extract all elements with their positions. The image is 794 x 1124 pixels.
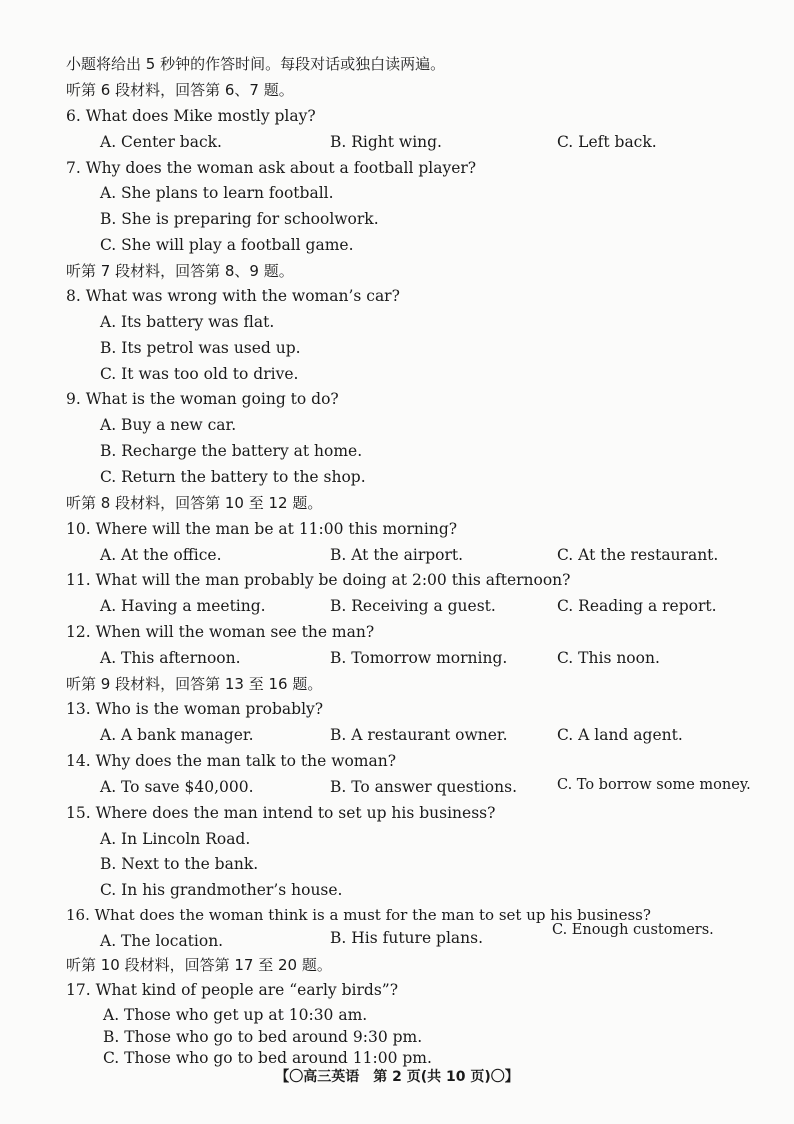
q12-option-c: C. This noon.: [557, 649, 660, 667]
q13-option-b: B. A restaurant owner.: [330, 726, 508, 744]
q15-option-a: A. In Lincoln Road.: [100, 830, 251, 848]
instruction-text: 小题将给出 5 秒钟的作答时间。每段对话或独白读两遍。: [66, 55, 446, 73]
question-12: 12. When will the woman see the man?: [66, 623, 375, 641]
q14-option-a: A. To save $40,000.: [100, 778, 254, 796]
q9-option-b: B. Recharge the battery at home.: [100, 442, 363, 460]
q13-option-a: A. A bank manager.: [100, 726, 254, 744]
question-15: 15. Where does the man intend to set up his business?: [66, 804, 496, 822]
q9-option-c: C. Return the battery to the shop.: [100, 468, 366, 486]
question-11: 11. What will the man probably be doing at 2:00 this afternoon?: [66, 571, 571, 589]
question-10: 10. Where will the man be at 11:00 this morning?: [66, 520, 458, 538]
question-7: 7. Why does the woman ask about a football player?: [66, 159, 477, 177]
section-header-6: 听第 6 段材料，回答第 6、7 题。: [66, 81, 294, 99]
q11-option-b: B. Receiving a guest.: [330, 597, 496, 615]
q16-option-c: C. Enough customers.: [552, 922, 714, 938]
question-17: 17. What kind of people are “early birds”?: [66, 981, 399, 999]
page-footer: 【〇高三英语 第 2 页(共 10 页)〇】: [275, 1069, 519, 1085]
q6-option-a: A. Center back.: [100, 133, 222, 151]
q16-option-a: A. The location.: [100, 932, 224, 950]
q11-option-c: C. Reading a report.: [557, 597, 717, 615]
q17-option-b: B. Those who go to bed around 9:30 pm.: [103, 1028, 423, 1046]
q11-option-a: A. Having a meeting.: [100, 597, 266, 615]
q10-option-c: C. At the restaurant.: [557, 546, 719, 564]
q15-option-c: C. In his grandmother’s house.: [100, 881, 343, 899]
q17-option-a: A. Those who get up at 10:30 am.: [103, 1006, 368, 1024]
question-9: 9. What is the woman going to do?: [66, 390, 339, 408]
q8-option-a: A. Its battery was flat.: [100, 313, 275, 331]
q7-option-a: A. She plans to learn football.: [100, 184, 334, 202]
q8-option-c: C. It was too old to drive.: [100, 365, 299, 383]
q17-option-c: C. Those who go to bed around 11:00 pm.: [103, 1049, 432, 1067]
section-header-10: 听第 10 段材料，回答第 17 至 20 题。: [66, 956, 332, 974]
question-8: 8. What was wrong with the woman’s car?: [66, 287, 400, 305]
q6-option-b: B. Right wing.: [330, 133, 442, 151]
section-header-9: 听第 9 段材料，回答第 13 至 16 题。: [66, 675, 323, 693]
q10-option-b: B. At the airport.: [330, 546, 464, 564]
q10-option-a: A. At the office.: [100, 546, 222, 564]
q12-option-a: A. This afternoon.: [100, 649, 241, 667]
question-16: 16. What does the woman think is a must for the man to set up his business?: [66, 906, 651, 924]
q13-option-c: C. A land agent.: [557, 726, 683, 744]
q14-option-b: B. To answer questions.: [330, 778, 518, 796]
q7-option-c: C. She will play a football game.: [100, 236, 354, 254]
q7-option-b: B. She is preparing for schoolwork.: [100, 210, 379, 228]
q16-option-b: B. His future plans.: [330, 929, 484, 947]
q14-option-c: C. To borrow some money.: [557, 777, 751, 793]
q9-option-a: A. Buy a new car.: [100, 416, 237, 434]
section-header-8: 听第 8 段材料，回答第 10 至 12 题。: [66, 494, 323, 512]
question-6: 6. What does Mike mostly play?: [66, 107, 316, 125]
q12-option-b: B. Tomorrow morning.: [330, 649, 508, 667]
question-14: 14. Why does the man talk to the woman?: [66, 752, 397, 770]
question-13: 13. Who is the woman probably?: [66, 700, 324, 718]
section-header-7: 听第 7 段材料，回答第 8、9 题。: [66, 262, 294, 280]
q15-option-b: B. Next to the bank.: [100, 855, 259, 873]
q6-option-c: C. Left back.: [557, 133, 657, 151]
q8-option-b: B. Its petrol was used up.: [100, 339, 301, 357]
